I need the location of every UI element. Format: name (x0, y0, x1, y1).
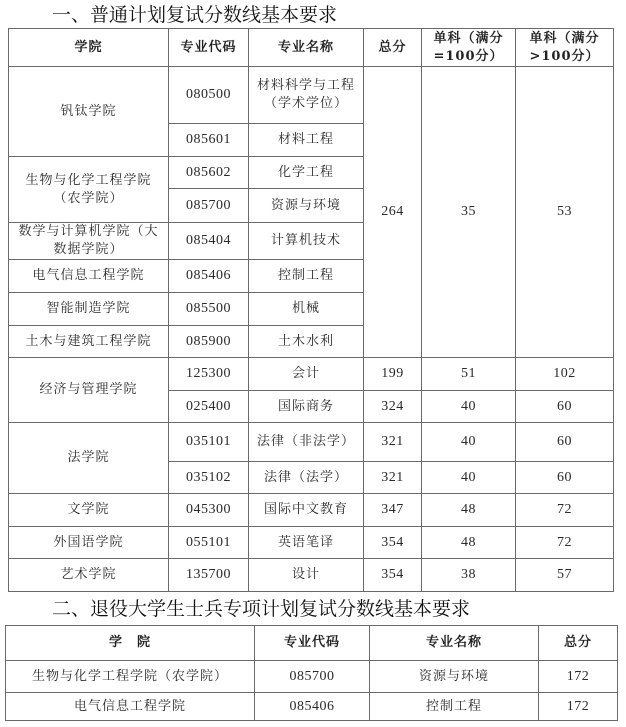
single-over100-cell: 102 (516, 358, 614, 391)
code-cell: 080500 (169, 67, 249, 124)
college-cell: 生物与化学工程学院（农学院） (9, 157, 169, 223)
header-code: 专业代码 (255, 626, 370, 661)
table-row (6, 661, 618, 693)
code-cell: 125300 (169, 358, 249, 391)
single100-cell: 40 (422, 423, 516, 462)
section1-title: 一、普通计划复试分数线基本要求 (52, 4, 338, 26)
total-cell: 354 (364, 527, 422, 559)
total-cell: 321 (364, 423, 422, 462)
college-cell: 生物与化学工程学院（农学院） (6, 661, 255, 693)
single100-cell: 48 (422, 494, 516, 527)
major-cell: 资源与环境 (370, 661, 539, 693)
major-cell: 材料科学与工程（学术学位） (249, 67, 364, 124)
major-cell: 英语笔译 (249, 527, 364, 559)
table-row (9, 494, 614, 527)
major-cell: 材料工程 (249, 124, 364, 157)
code-cell: 085601 (169, 124, 249, 157)
total-cell: 199 (364, 358, 422, 391)
major-cell: 会计 (249, 358, 364, 391)
header-total: 总分 (364, 29, 422, 67)
total-cell: 172 (539, 661, 618, 693)
header-single-over100: 单科（满分>100分） (516, 29, 614, 67)
code-cell: 035101 (169, 423, 249, 462)
code-cell: 085700 (169, 189, 249, 223)
major-cell: 国际商务 (249, 391, 364, 423)
total-cell: 172 (539, 693, 618, 721)
college-cell: 外国语学院 (9, 527, 169, 559)
veteran-plan-table (5, 625, 618, 721)
college-cell: 法学院 (9, 423, 169, 494)
major-cell: 控制工程 (249, 260, 364, 293)
code-cell: 035102 (169, 462, 249, 494)
table-row (9, 67, 614, 124)
code-cell: 085700 (255, 661, 370, 693)
normal-plan-table (8, 28, 614, 592)
total-cell: 354 (364, 559, 422, 592)
header-single-100: 单科（满分=100分） (422, 29, 516, 67)
total-cell: 324 (364, 391, 422, 423)
header-major: 专业名称 (249, 29, 364, 67)
major-cell: 土木水利 (249, 326, 364, 358)
table-row (6, 693, 618, 721)
single100-cell-merged: 35 (422, 67, 516, 358)
single-over100-cell: 72 (516, 527, 614, 559)
single100-cell: 40 (422, 391, 516, 423)
table-header-row (9, 29, 614, 67)
college-cell: 智能制造学院 (9, 293, 169, 326)
college-cell: 电气信息工程学院 (6, 693, 255, 721)
single100-cell: 40 (422, 462, 516, 494)
major-cell: 化学工程 (249, 157, 364, 189)
major-cell: 国际中文教育 (249, 494, 364, 527)
table-header-row (6, 626, 618, 661)
college-cell: 经济与管理学院 (9, 358, 169, 423)
major-cell: 法律（法学） (249, 462, 364, 494)
single100-cell: 38 (422, 559, 516, 592)
header-college: 学院 (9, 29, 169, 67)
single-over100-cell: 72 (516, 494, 614, 527)
single-over100-cell: 60 (516, 423, 614, 462)
major-cell: 设计 (249, 559, 364, 592)
header-college: 学 院 (6, 626, 255, 661)
code-cell: 085404 (169, 223, 249, 260)
college-cell: 文学院 (9, 494, 169, 527)
code-cell: 055101 (169, 527, 249, 559)
college-cell: 电气信息工程学院 (9, 260, 169, 293)
code-cell: 085900 (169, 326, 249, 358)
single-over100-cell: 57 (516, 559, 614, 592)
college-cell: 钒钛学院 (9, 67, 169, 157)
code-cell: 085500 (169, 293, 249, 326)
college-cell: 艺术学院 (9, 559, 169, 592)
table-row (9, 559, 614, 592)
table-row (9, 358, 614, 391)
major-cell: 资源与环境 (249, 189, 364, 223)
major-cell: 控制工程 (370, 693, 539, 721)
single-over100-cell-merged: 53 (516, 67, 614, 358)
code-cell: 045300 (169, 494, 249, 527)
total-cell: 347 (364, 494, 422, 527)
header-code: 专业代码 (169, 29, 249, 67)
code-cell: 085406 (255, 693, 370, 721)
single100-cell: 51 (422, 358, 516, 391)
code-cell: 135700 (169, 559, 249, 592)
single100-cell: 48 (422, 527, 516, 559)
code-cell: 085602 (169, 157, 249, 189)
table-row (9, 423, 614, 462)
section2-title: 二、退役大学生士兵专项计划复试分数线基本要求 (52, 598, 471, 620)
total-cell: 321 (364, 462, 422, 494)
code-cell: 085406 (169, 260, 249, 293)
single-over100-cell: 60 (516, 462, 614, 494)
table-row (9, 527, 614, 559)
code-cell: 025400 (169, 391, 249, 423)
college-cell: 土木与建筑工程学院 (9, 326, 169, 358)
major-cell: 法律（非法学） (249, 423, 364, 462)
single-over100-cell: 60 (516, 391, 614, 423)
header-major: 专业名称 (370, 626, 539, 661)
college-cell: 数学与计算机学院（大数据学院） (9, 223, 169, 260)
total-cell-merged: 264 (364, 67, 422, 358)
major-cell: 机械 (249, 293, 364, 326)
major-cell: 计算机技术 (249, 223, 364, 260)
header-total: 总分 (539, 626, 618, 661)
